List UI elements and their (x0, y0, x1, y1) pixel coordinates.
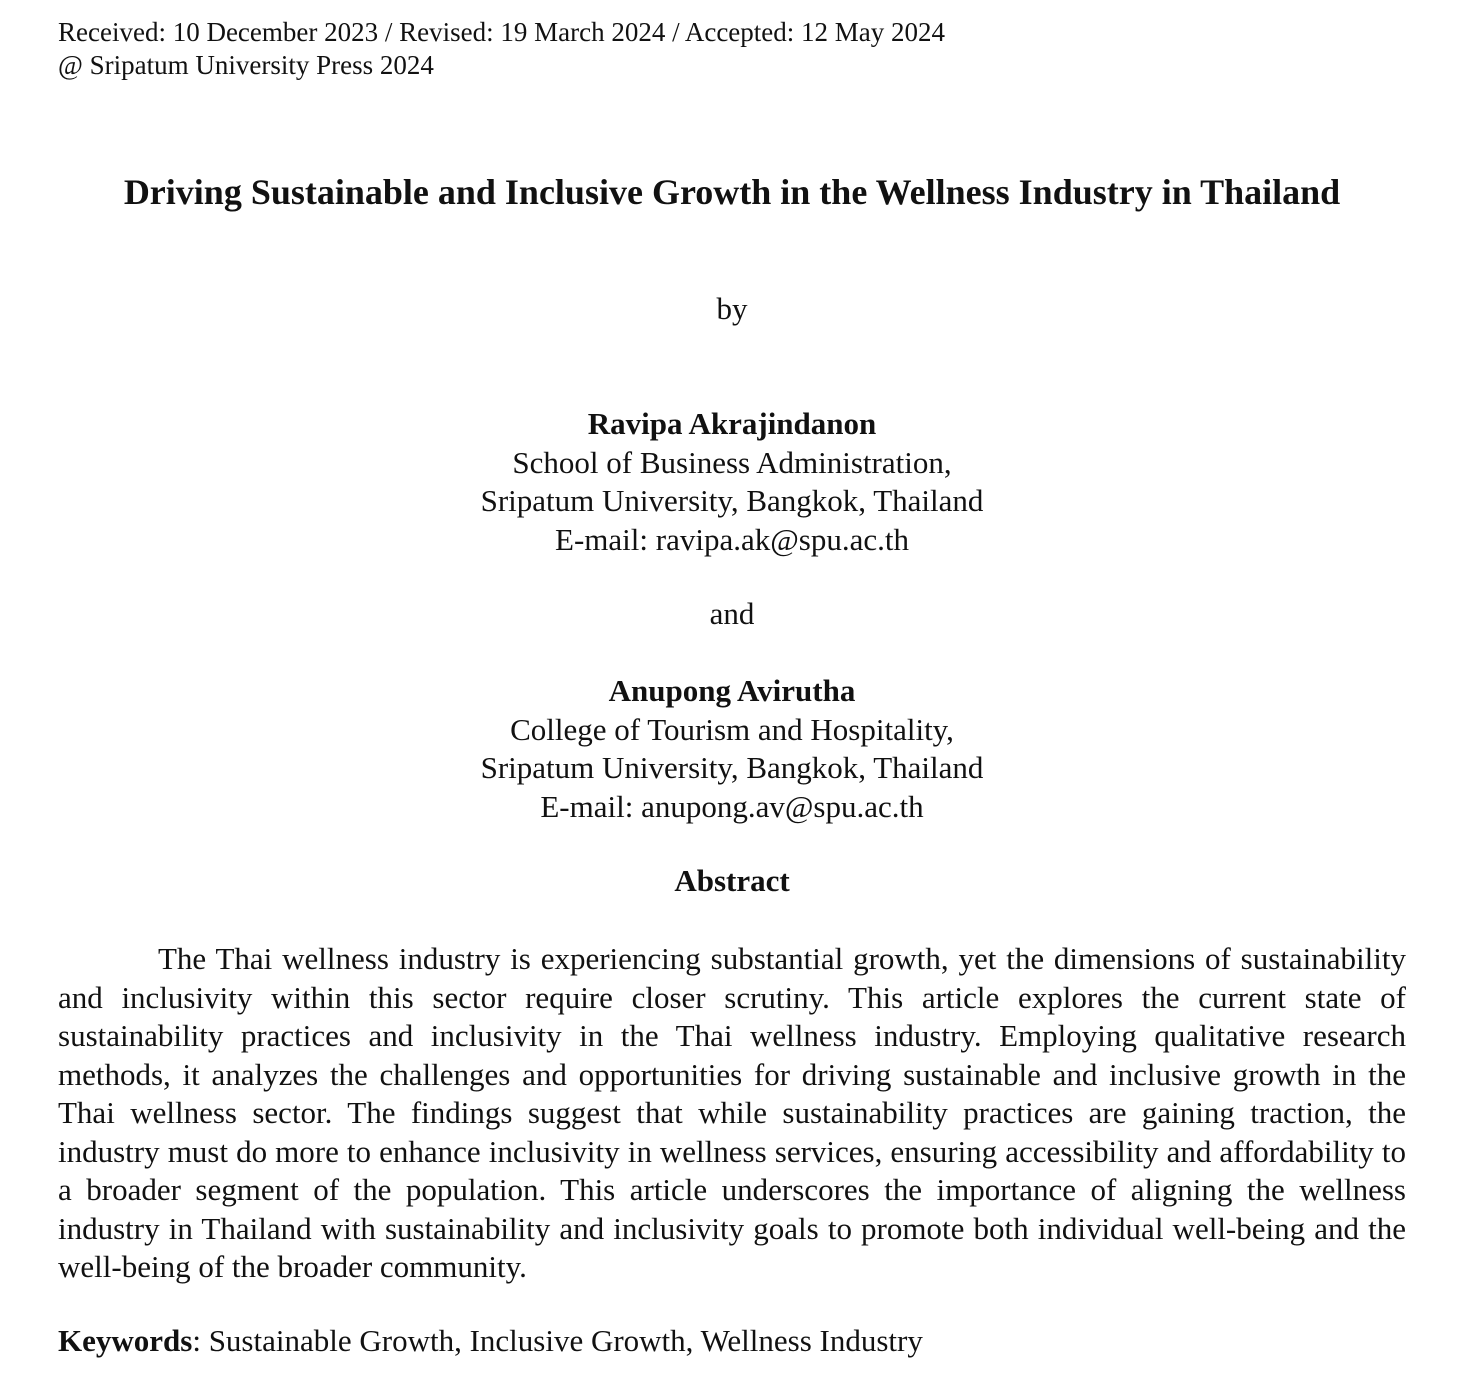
author-block-1 (0, 405, 1464, 559)
keywords-label: Keywords (58, 1323, 193, 1358)
paper-title: Driving Sustainable and Inclusive Growth in the Wellness Industry in Thailand (123, 172, 1341, 212)
and-label: and (709, 596, 755, 631)
abstract-text: The Thai wellness industry is experiencing substantial growth, yet the dimensions of sustainability and inclusivity within this sector require closer scrutiny. This article explores the current state of sustainability practices and inclusivity in the Thai wellness industry. Employing qualitative research methods, it analyzes the challenges and opportunities for driving sustainable and inclusive growth in the Thai wellness sector. The findings suggest that while sustainability practices are gaining traction, the industry must do more to enhance inclusivity in wellness services, ensuring accessibility and affordability to a broader segment of the population. This article underscores the importance of aligning the wellness industry in Thailand with sustainability and inclusivity goals to promote both individual well-being and the well-being of the broader community. (58, 941, 1406, 1284)
by-label: by (716, 291, 748, 326)
author-email: E-mail: ravipa.ak@spu.ac.th (555, 521, 909, 557)
author-affiliation: School of Business Administration, (512, 444, 952, 480)
author-institution: Sripatum University, Bangkok, Thailand (480, 483, 984, 518)
abstract-heading: Abstract (674, 863, 790, 898)
author-institution: Sripatum University, Bangkok, Thailand (480, 750, 984, 785)
keywords-text: : Sustainable Growth, Inclusive Growth, Wellness Industry (192, 1323, 923, 1358)
author-email: E-mail: anupong.av@spu.ac.th (540, 788, 924, 824)
author-name: Anupong Avirutha (608, 673, 856, 708)
publication-meta (58, 16, 945, 82)
author-block-2 (0, 672, 1464, 826)
publisher-line: @ Sripatum University Press 2024 (58, 50, 434, 80)
keywords-line (58, 1322, 923, 1361)
author-name: Ravipa Akrajindanon (587, 406, 877, 441)
author-affiliation: College of Tourism and Hospitality, (510, 711, 954, 747)
submission-dates: Received: 10 December 2023 / Revised: 19 March 2024 / Accepted: 12 May 2024 (58, 17, 946, 47)
